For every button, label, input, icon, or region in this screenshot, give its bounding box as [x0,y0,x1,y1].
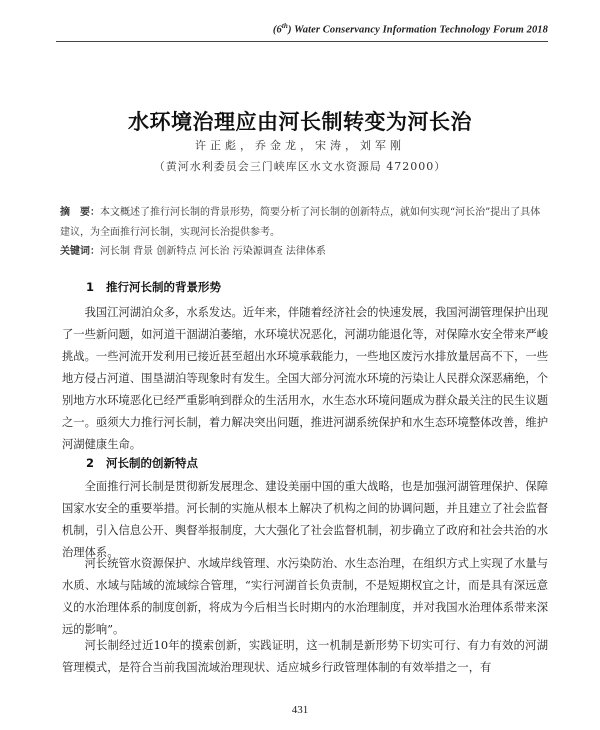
section-title: 河长制的创新特点 [106,456,199,470]
abstract [60,203,548,243]
abstract-text: 本文概述了推行河长制的背景形势，简要分析了河长制的创新特点，就如何实现“河长治”提出了具体建议，为全面推行河长制，实现河长治提供参考。 [60,207,541,238]
section-number: 1 [86,280,95,294]
paper-title: 水环境治理应由河长制转变为河长治 [128,110,472,134]
page-number: 431 [291,704,309,716]
keywords [60,244,548,260]
forum-name: Water Conservancy Information Technology Forum 2018 [294,24,548,36]
body-paragraph: 河长制经过近10年的摸索创新，实践证明，这一机制是新形势下切实可行、有力有效的河湖管理模式，是符合当前我国流域治理现状、适应城乡行政管理体制的有效举措之一，有 [62,639,548,674]
keywords-label: 关键词： [60,246,100,257]
forum-edition: 6 [276,24,282,36]
paper-affiliation: （黄河水利委员会三门峡库区水文水资源局 472000） [153,160,447,173]
paper-authors: 许正彪，乔金龙，宋涛，刘军刚 [195,139,405,152]
section-number: 2 [86,456,95,470]
abstract-label: 摘 要： [60,207,100,218]
keywords-text: 河长制 背景 创新特点 河长治 污染源调查 法律体系 [100,246,326,257]
section-heading [86,455,198,471]
header-rule [56,41,548,42]
section-title: 推行河长制的背景形势 [106,280,222,294]
body-paragraph: 河长统管水资源保护、水域岸线管理、水污染防治、水生态治理，在组织方式上实现了水量与水质、水域与陆域的流域综合管理，“实行河湖首长负责制，不是短期权宜之计，而是具有深远意义的水治理体系的制度创新，将成为今后相当长时期内的水治理制度，并对我国水治理体系带来深远的影响”。 [62,557,548,636]
edition-suffix: th [281,22,288,30]
section-heading [86,279,221,295]
running-header: (6th) Water Conservancy Information Technology Forum 2018 [272,22,548,36]
body-paragraph: 全面推行河长制是贯彻新发展理念、建设美丽中国的重大战略，也是加强河湖管理保护、保障国家水安全的重要举措。河长制的实施从根本上解决了机构之间的协调问题，并且建立了社会监督机制，引入信息公开、舆督举报制度，大大强化了社会监督机制，初步确立了政府和社会共治的水治理体系。 [62,480,548,559]
body-paragraph: 我国江河湖泊众多，水系发达。近年来，伴随着经济社会的快速发展，我国河湖管理保护出现了一些新问题，如河道干涸湖泊萎缩，水环境状况恶化，河湖功能退化等，对保障水安全带来严峻挑战。一些河流开发利用已接近甚至超出水环境承载能力，一些地区废污水排放量居高不下，一些地方侵占河道、围垦湖泊等现象时有发生。全国大部分河流水环境的污染让人民群众深恶痛绝，个别地方水环境恶化已经严重影响到群众的生活用水，水生态水环境问题成为群众最关注的民生议题之一。亟须大力推行河长制，着力解决突出问题，推进河湖系统保护和水生态环境整体改善，维护河湖健康生命。 [62,306,548,451]
